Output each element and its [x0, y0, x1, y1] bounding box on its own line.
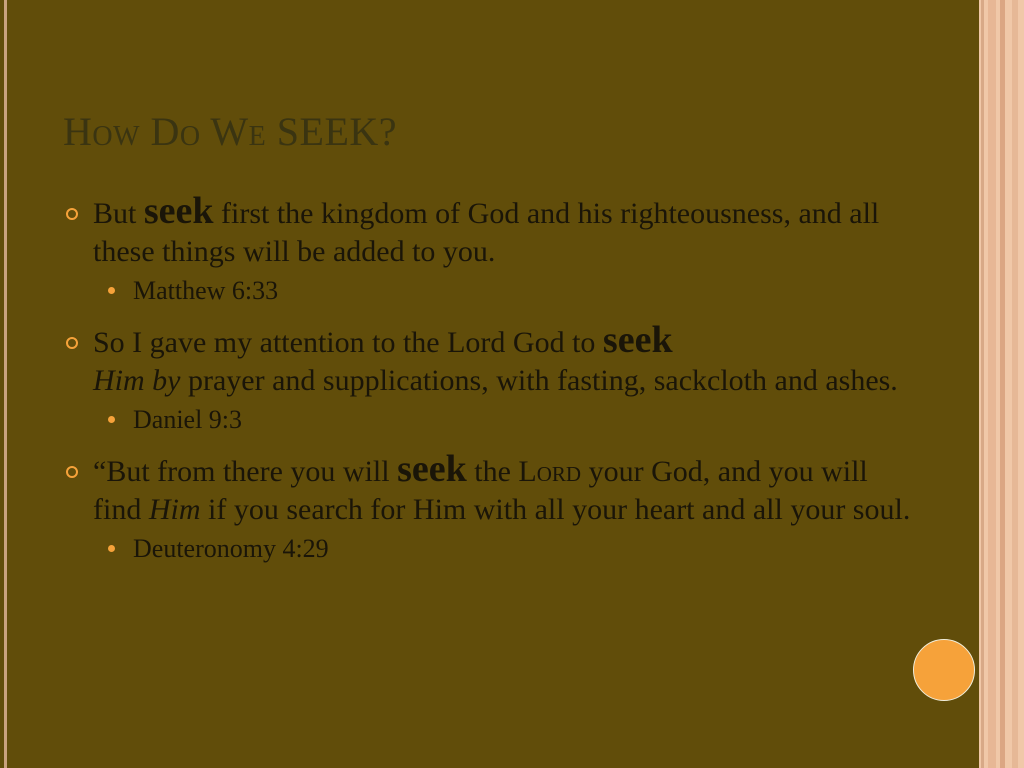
italic-text: Him by — [93, 364, 181, 397]
small-caps-text: Lord — [518, 455, 582, 488]
emphasis-word: seek — [602, 319, 673, 361]
slide-title: How Do We SEEK? — [63, 109, 398, 154]
sub-bullet-reference: Daniel 9:3 — [63, 404, 913, 436]
bullet-item — [63, 450, 913, 529]
emphasis-word: seek — [143, 190, 214, 232]
italic-text: Him — [148, 493, 201, 526]
decorative-circle — [913, 639, 975, 701]
left-frame-line — [4, 0, 7, 768]
bullet-text: the — [466, 455, 519, 488]
bullet-text: if you search for Him with all your heart and all your soul. — [200, 493, 911, 526]
frame-stripe — [1012, 0, 1018, 768]
emphasis-word: seek — [397, 448, 467, 490]
bullet-item — [63, 192, 913, 271]
frame-stripe — [981, 0, 984, 768]
bullet-text: first the kingdom of God and his righteousness, and all these things will be added to you. — [93, 197, 880, 268]
bullet-text: prayer and supplications, with fasting, sackcloth and ashes. — [180, 364, 898, 397]
bullet-list — [63, 192, 913, 565]
bullet-text: “But from there you will — [93, 455, 398, 488]
sub-bullet-reference: Deuteronomy 4:29 — [63, 533, 913, 565]
frame-stripe — [988, 0, 996, 768]
frame-stripe — [1000, 0, 1005, 768]
bullet-item — [63, 321, 913, 400]
bullet-text: your God, and you will find — [93, 455, 868, 526]
bullet-text: But — [93, 197, 144, 230]
bullet-text: So I gave my attention to the Lord God to — [93, 326, 603, 359]
sub-bullet-reference: Matthew 6:33 — [63, 275, 913, 307]
